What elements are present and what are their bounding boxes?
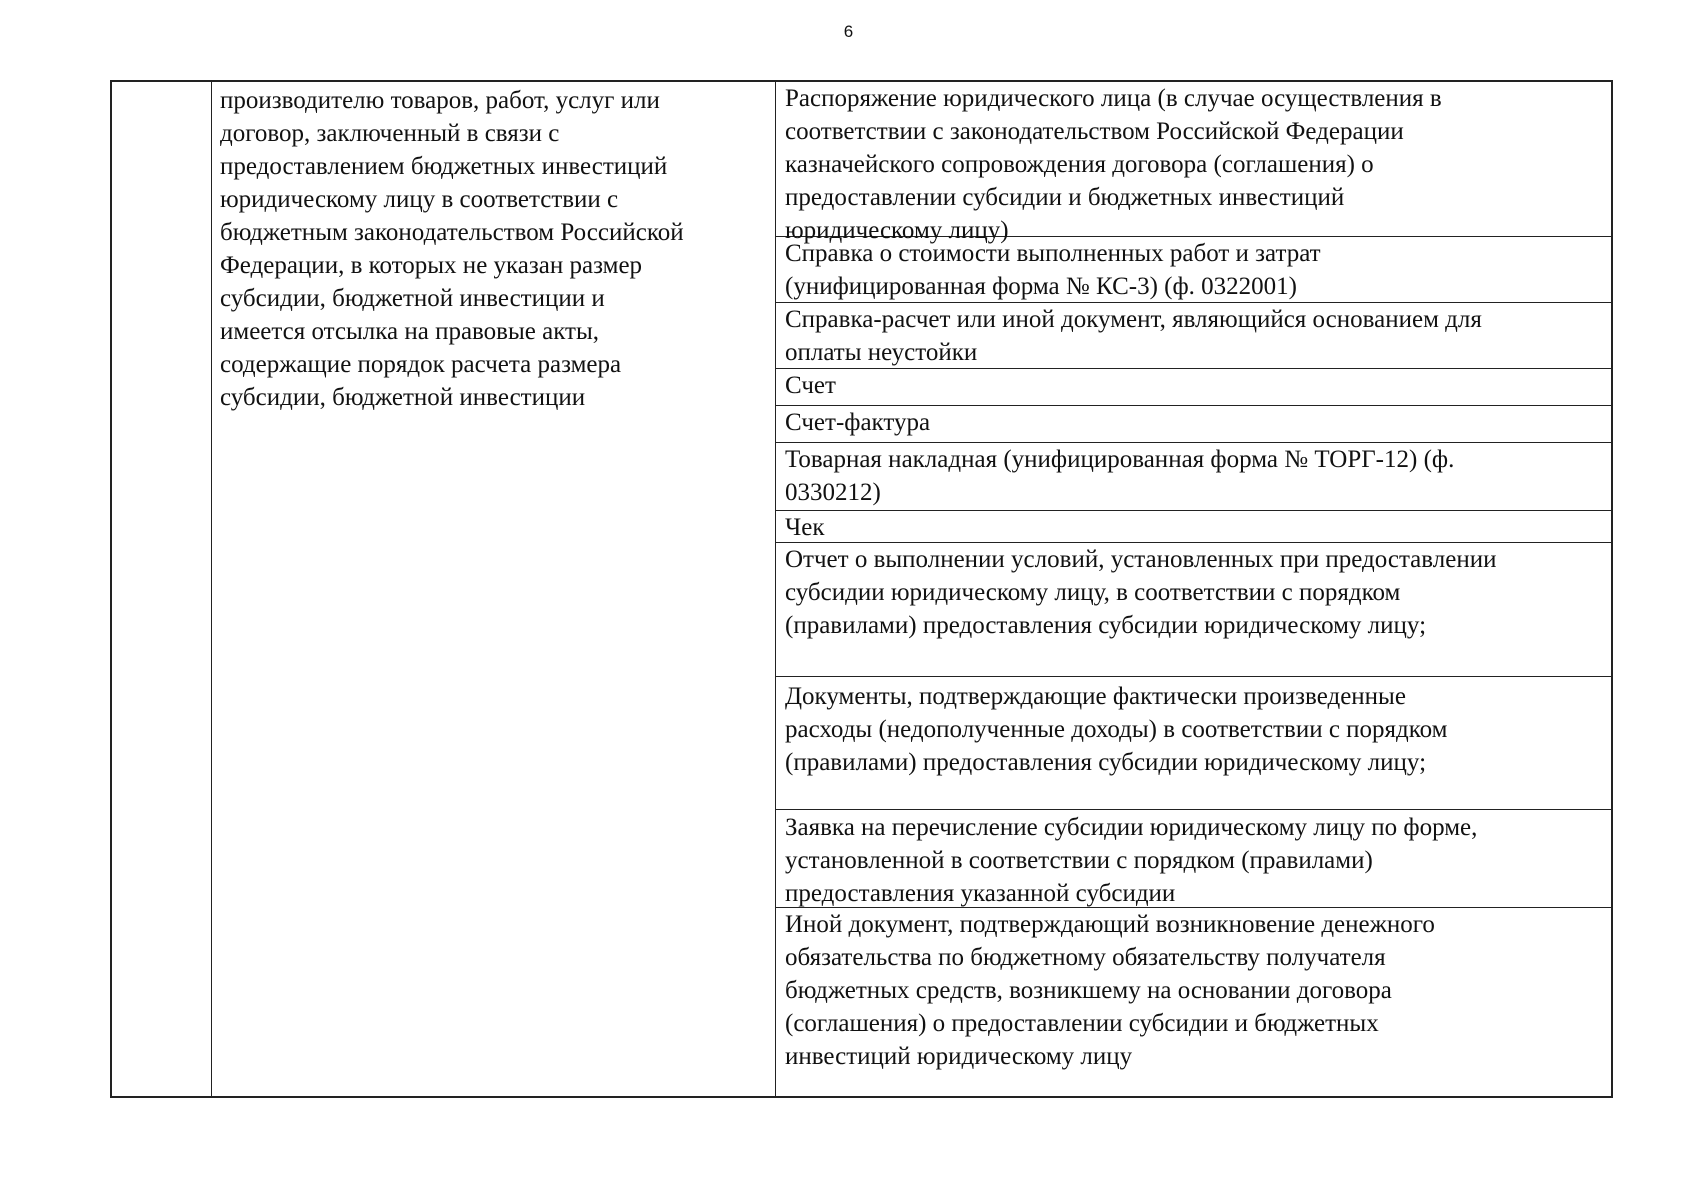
- document-row-other: [776, 908, 1611, 1096]
- text-line: юридическому лицу): [785, 217, 1009, 244]
- document-row-application: [776, 810, 1611, 908]
- text-line: бюджетных средств, возникшему на основании договора: [785, 977, 1392, 1004]
- text-line: имеется отсылка на правовые акты,: [220, 318, 600, 345]
- documents-table: [110, 80, 1613, 1098]
- text-line: субсидии, бюджетной инвестиции и: [220, 285, 605, 312]
- column-divider-1: [211, 82, 212, 1096]
- text-line: Отчет о выполнении условий, установленных при предоставлении: [785, 546, 1497, 573]
- text-line: Товарная накладная (унифицированная форма № ТОРГ-12) (ф.: [785, 446, 1455, 473]
- text-line: предоставлении субсидии и бюджетных инвестиций: [785, 184, 1345, 211]
- text-line: (соглашения) о предоставлении субсидии и бюджетных: [785, 1010, 1379, 1037]
- text-line: Чек: [785, 514, 825, 541]
- document-list-column: [776, 82, 1611, 1096]
- text-line: (правилами) предоставления субсидии юридическому лицу;: [785, 612, 1427, 639]
- document-row-expenses: [776, 677, 1611, 810]
- basis-description-cell: [220, 84, 775, 414]
- text-line: субсидии, бюджетной инвестиции: [220, 384, 586, 411]
- text-line: юридическому лицу в соответствии с: [220, 186, 619, 213]
- document-row-ks3: [776, 237, 1611, 303]
- text-line: инвестиций юридическому лицу: [785, 1043, 1133, 1070]
- text-line: содержащие порядок расчета размера: [220, 351, 622, 378]
- text-line: Федерации, в которых не указан размер: [220, 252, 643, 279]
- text-line: оплаты неустойки: [785, 339, 978, 366]
- text-line: казначейского сопровождения договора (соглашения) о: [785, 151, 1374, 178]
- text-line: субсидии юридическому лицу, в соответствии с порядком: [785, 579, 1401, 606]
- text-line: Счет-фактура: [785, 409, 931, 436]
- text-line: Справка о стоимости выполненных работ и затрат: [785, 240, 1321, 267]
- text-line: бюджетным законодательством Российской: [220, 219, 684, 246]
- text-line: соответствии с законодательством Российской Федерации: [785, 118, 1404, 145]
- text-line: договор, заключенный в связи с: [220, 120, 560, 147]
- text-line: предоставления указанной субсидии: [785, 880, 1176, 907]
- document-row-order: [776, 82, 1611, 244]
- document-row-report: [776, 543, 1611, 677]
- document-row-tax-invoice: [776, 406, 1611, 443]
- document-row-penalty: [776, 303, 1611, 369]
- text-line: обязательства по бюджетному обязательству получателя: [785, 944, 1386, 971]
- text-line: Иной документ, подтверждающий возникновение денежного: [785, 911, 1435, 938]
- text-line: (унифицированная форма № КС-3) (ф. 0322001): [785, 273, 1297, 300]
- text-line: расходы (недополученные доходы) в соответствии с порядком: [785, 716, 1448, 743]
- text-line: Заявка на перечисление субсидии юридическому лицу по форме,: [785, 814, 1478, 841]
- text-line: Документы, подтверждающие фактически произведенные: [785, 683, 1406, 710]
- document-row-receipt: [776, 511, 1611, 543]
- text-line: (правилами) предоставления субсидии юридическому лицу;: [785, 749, 1427, 776]
- document-row-invoice: [776, 369, 1611, 406]
- text-line: 0330212): [785, 479, 881, 506]
- text-line: Распоряжение юридического лица (в случае осуществления в: [785, 85, 1442, 112]
- text-line: Справка-расчет или иной документ, являющийся основанием для: [785, 306, 1482, 333]
- text-line: установленной в соответствии с порядком (правилами): [785, 847, 1373, 874]
- text-line: предоставлением бюджетных инвестиций: [220, 153, 668, 180]
- document-row-torg12: [776, 443, 1611, 511]
- text-line: Счет: [785, 372, 836, 399]
- page-number: 6: [843, 22, 854, 41]
- text-line: производителю товаров, работ, услуг или: [220, 87, 660, 114]
